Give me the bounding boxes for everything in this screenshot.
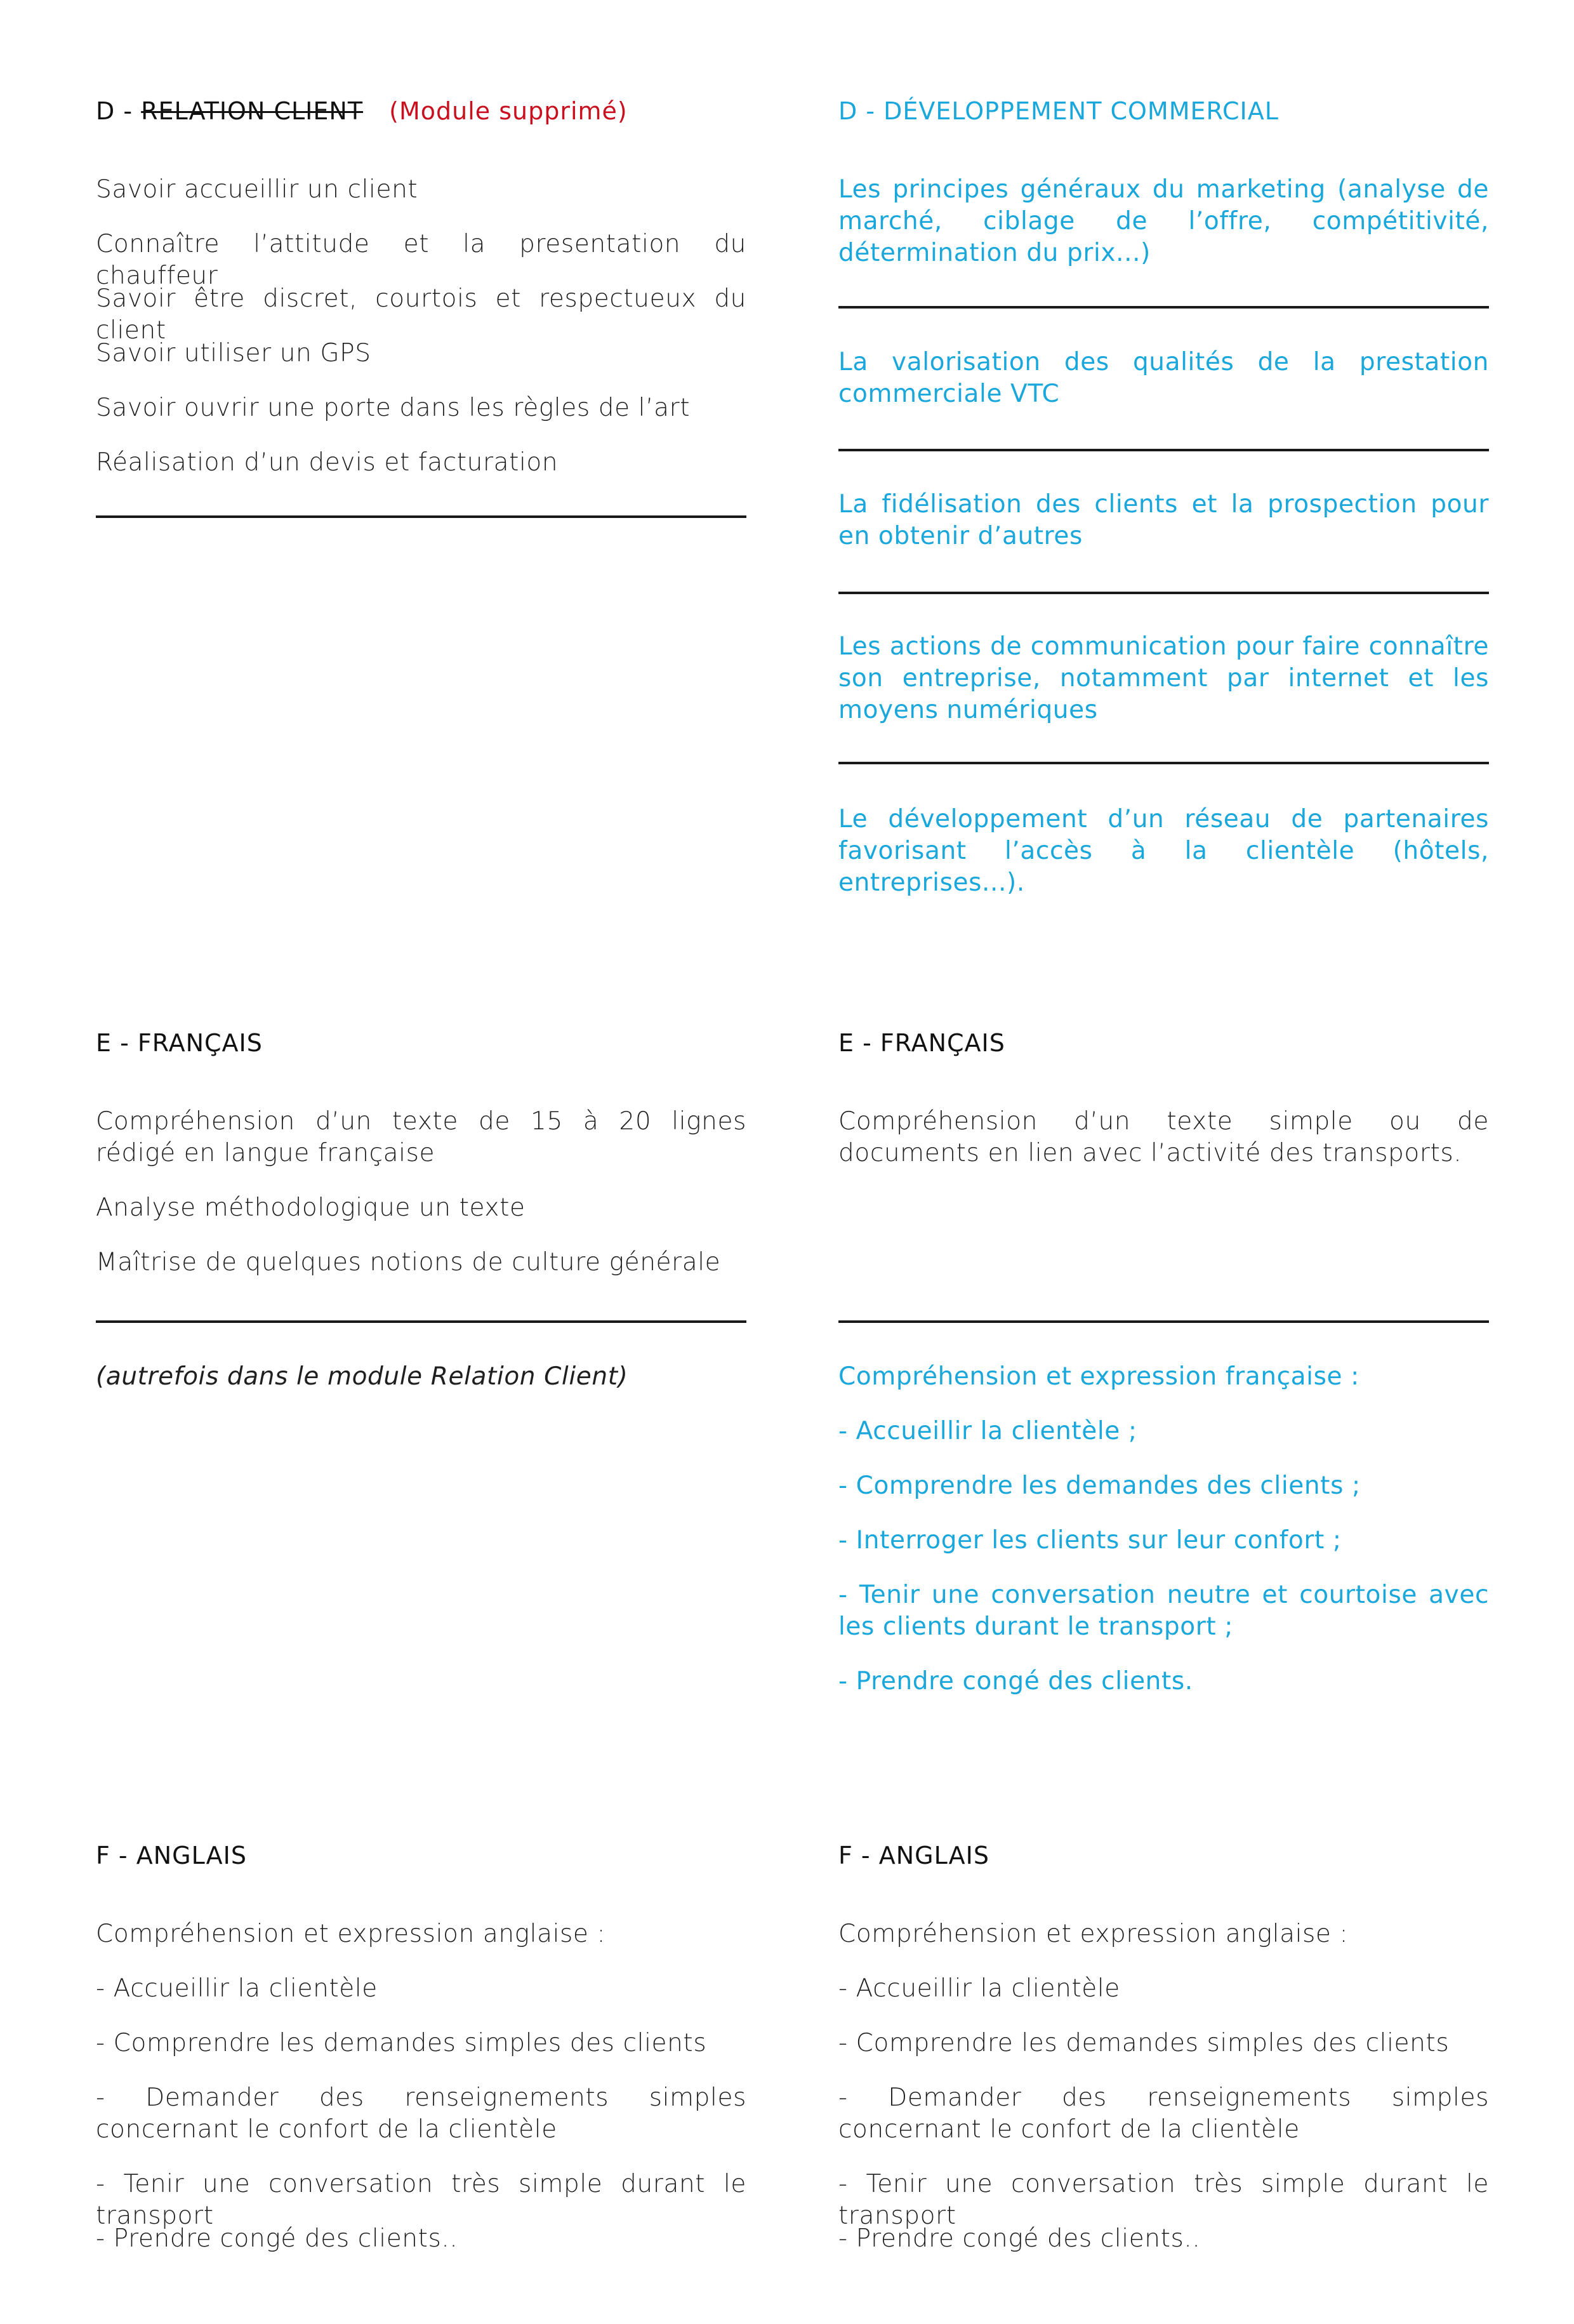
section-d-left-title xyxy=(96,95,746,127)
list-item: Savoir être discret, courtois et respectueux du client xyxy=(96,284,746,345)
divider xyxy=(838,592,1489,594)
divider xyxy=(838,762,1489,764)
list-item: - Demander des renseignements simples concernant le confort de la clientèle xyxy=(838,2083,1489,2144)
list-item: - Prendre congé des clients. xyxy=(838,1667,1193,1696)
list-item: Le développement d’un réseau de partenaires favorisant l’accès à la clientèle (hôtels, entreprises...). xyxy=(838,805,1489,897)
list-item: - Accueillir la clientèle xyxy=(838,1974,1120,2003)
list-item: La valorisation des qualités de la prestation commerciale VTC xyxy=(838,348,1489,408)
list-item: - Comprendre les demandes des clients ; xyxy=(838,1471,1361,1500)
divider xyxy=(96,1320,746,1323)
list-item: - Comprendre les demandes simples des clients xyxy=(96,2029,707,2057)
list-item: - Tenir une conversation très simple durant le transport xyxy=(838,2170,1489,2230)
list-item: - Prendre congé des clients.. xyxy=(838,2224,1201,2253)
list-item: Analyse méthodologique un texte xyxy=(96,1193,526,1222)
new-heading: Compréhension et expression française : xyxy=(838,1362,1359,1391)
list-item: - Accueillir la clientèle xyxy=(96,1974,378,2003)
divider xyxy=(838,1320,1489,1323)
list-item: Réalisation d’un devis et facturation xyxy=(96,448,559,477)
intro-text: Compréhension d’un texte simple ou de documents en lien avec l’activité des transports. xyxy=(838,1107,1489,1167)
divider xyxy=(838,449,1489,451)
list-item: Savoir ouvrir une porte dans les règles de l’art xyxy=(96,394,691,422)
list-item: - Comprendre les demandes simples des clients xyxy=(838,2029,1450,2057)
divider xyxy=(96,515,746,518)
list-item: - Interroger les clients sur leur confort ; xyxy=(838,1526,1342,1555)
list-item: Compréhension d’un texte de 15 à 20 lignes rédigé en langue française xyxy=(96,1107,746,1167)
section-f-right xyxy=(838,1840,1489,2253)
list-item: Compréhension et expression anglaise : xyxy=(838,1920,1349,1948)
list-item: La fidélisation des clients et la prospection pour en obtenir d’autres xyxy=(838,490,1489,550)
list-item: Connaître l’attitude et la presentation du chauffeur xyxy=(96,230,746,290)
divider xyxy=(838,306,1489,309)
section-e-right xyxy=(838,1027,1489,1696)
section-d-right-title: D - DÉVELOPPEMENT COMMERCIAL xyxy=(838,97,1279,125)
list-item: Les actions de communication pour faire connaître son entreprise, notamment par internet et les moyens numériques xyxy=(838,632,1489,724)
list-item: Savoir accueillir un client xyxy=(96,175,418,204)
list-item: - Tenir une conversation très simple durant le transport xyxy=(96,2170,746,2230)
list-item: - Demander des renseignements simples concernant le confort de la clientèle xyxy=(96,2083,746,2144)
section-d-struck-title: RELATION CLIENT xyxy=(141,97,364,125)
list-item: Les principes généraux du marketing (analyse de marché, ciblage de l’offre, compétitivité, détermination du prix...) xyxy=(838,175,1489,267)
footnote: (autrefois dans le module Relation Client) xyxy=(96,1362,628,1391)
list-item: - Prendre congé des clients.. xyxy=(96,2224,458,2253)
module-removed-note: (Module supprimé) xyxy=(389,97,628,125)
section-d-left xyxy=(96,95,746,477)
section-f-left xyxy=(96,1840,746,2253)
list-item: Compréhension et expression anglaise : xyxy=(96,1920,606,1948)
section-f-right-title: F - ANGLAIS xyxy=(838,1842,989,1869)
section-f-left-title: F - ANGLAIS xyxy=(96,1842,247,1869)
list-item: - Accueillir la clientèle ; xyxy=(838,1417,1137,1445)
section-e-right-title: E - FRANÇAIS xyxy=(838,1029,1005,1057)
list-item: - Tenir une conversation neutre et courtoise avec les clients durant le transport ; xyxy=(838,1581,1489,1641)
section-e-left xyxy=(96,1027,746,1391)
section-d-right xyxy=(838,95,1489,897)
section-e-left-title: E - FRANÇAIS xyxy=(96,1029,263,1057)
list-item: Savoir utiliser un GPS xyxy=(96,339,371,368)
section-d-prefix: D - xyxy=(96,97,142,125)
list-item: Maîtrise de quelques notions de culture générale xyxy=(96,1248,721,1277)
